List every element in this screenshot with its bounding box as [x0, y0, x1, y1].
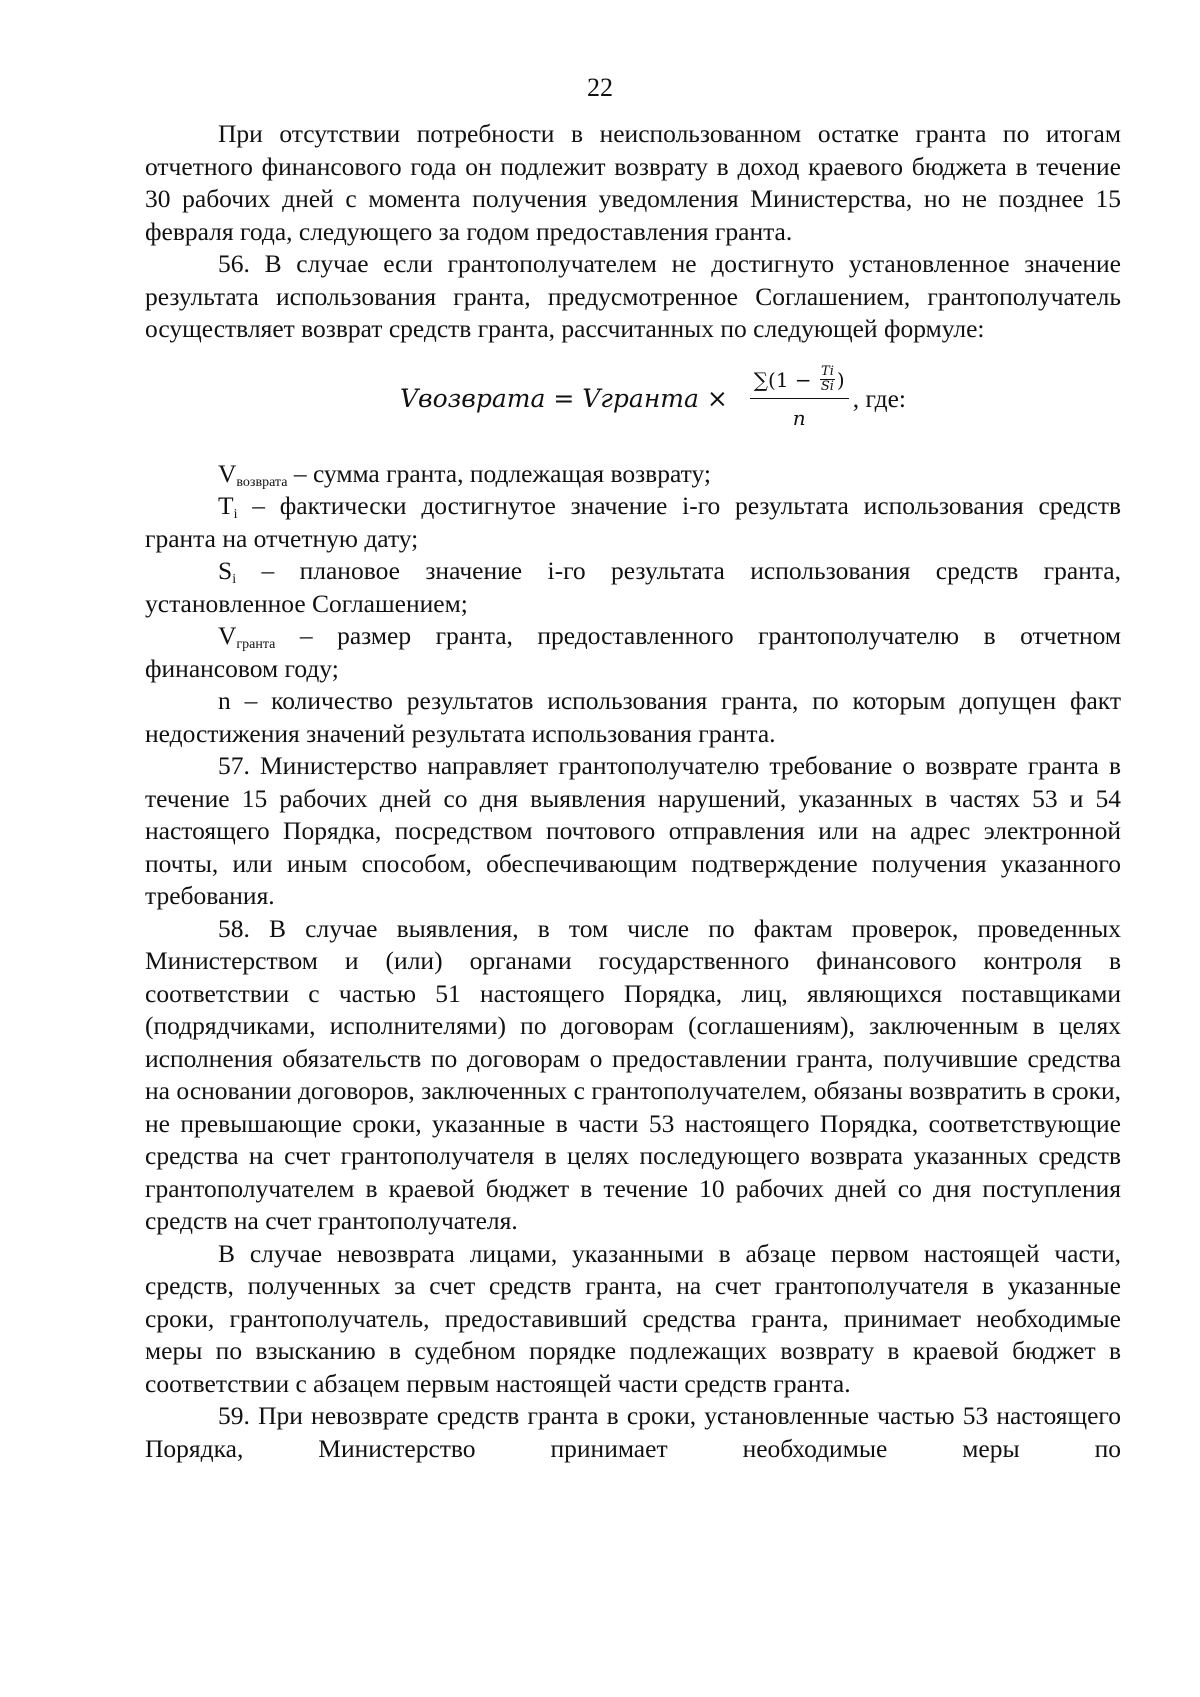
formula-fraction: [750, 364, 849, 435]
paragraph-58-second: В случае невозврата лицами, указанными в абзаце первом настоящей части, средств, полученных за счет средств гранта, на счет грантополучателя в указанные сроки, грантополучатель, предоставивший средства гранта, принимает необходимые меры по взысканию в судебном порядке подлежащих возврату в краевой бюджет в соответствии с абзацем первым настоящей части средств гранта.: [145, 1238, 1121, 1398]
def-v-granta-sub: гранта: [236, 637, 276, 652]
definition-n: n – количество результатов использования гранта, по которым допущен факт недостижения значений результата использования гранта.: [145, 686, 1121, 748]
def-ti-symbol: T: [218, 491, 234, 520]
formula-sum-suffix: ): [836, 367, 845, 392]
paragraph-56: 56. В случае если грантополучателем не достигнуто установленное значение результата использования гранта, предусмотренное Соглашением, грантополучатель осуществляет возврат средств гранта, рассчитанных по следующей формуле:: [145, 249, 1121, 343]
def-si-sub: i: [232, 572, 237, 587]
def-si-symbol: S: [218, 556, 233, 585]
formula-sum-prefix: ∑(1 −: [753, 367, 819, 392]
formula-lhs: Vвозврата: [400, 383, 546, 413]
formula-times: ×: [698, 383, 736, 413]
paragraph-refund-remainder: При отсутствии потребности в неиспользованном остатке гранта по итогам отчетного финансового года он подлежит возврату в доход краевого бюджета в течение 30 рабочих дней с момента получения уведомления Министерства, но не позднее 15 февраля года, следующего за годом предоставления гранта.: [145, 119, 1121, 246]
formula-expression: [400, 364, 906, 435]
definition-si: [145, 555, 1121, 620]
def-v-granta-text: – размер гранта, предоставленного грантополучателю в отчетном финансовом году;: [145, 621, 1121, 683]
page-number: 22: [587, 73, 613, 102]
paragraph-57: 57. Министерство направляет грантополучателю требование о возврате гранта в течение 15 рабочих дней со дня выявления нарушений, указанных в частях 53 и 54 настоящего Порядка, посредством почтового отправления или на адрес электронной почты, или иным способом, обеспечивающим подтверждение получения указанного требования.: [145, 751, 1121, 910]
def-ti-text: – фактически достигнутое значение i-го результата использования средств гранта на отчетную дату;: [145, 491, 1121, 553]
formula-numerator: [750, 364, 849, 400]
refund-formula: [145, 350, 1121, 450]
definition-v-granta: [145, 620, 1121, 685]
def-v-vozvrata-sub: возврата: [236, 474, 288, 490]
def-ti-sub: i: [233, 507, 238, 522]
paragraph-59: 59. При невозврате средств гранта в сроки, установленные частью 53 настоящего Порядка, Министерство принимает необходимые меры по: [145, 1401, 1121, 1463]
formula-si: Si: [820, 379, 834, 395]
document-body: [145, 118, 1121, 1465]
paragraph-58: 58. В случае выявления, в том числе по фактам проверок, проведенных Министерством и (или) органами государственного финансового контроля в соответствии с частью 51 настоящего Порядка, лиц, являющихся поставщиками (подрядчиками, исполнителями) по договорам (соглашениям), заключенным в целях исполнения обязательств по договорам о предоставлении гранта, получившие средства на основании договоров, заключенных с грантополучателем, обязаны возвратить в сроки, не превышающие сроки, указанные в части 53 настоящего Порядка, соответствующие средства на счет грантополучателя в целях последующего возврата указанных средств грантополучателем в краевой бюджет в течение 10 рабочих дней со дня поступления средств на счет грантополучателя.: [145, 913, 1121, 1235]
formula-denominator: n: [792, 406, 806, 430]
formula-ti-si-fraction: [820, 365, 835, 394]
def-si-text: – плановое значение i-го результата использования средств гранта, установленное Соглашением;: [145, 556, 1121, 618]
formula-equals: =: [545, 383, 583, 413]
def-v-vozvrata-text: – сумма гранта, подлежащая возврату;: [287, 458, 711, 488]
definition-v-vozvrata: [145, 458, 1121, 491]
def-v-granta-symbol: V: [218, 621, 237, 650]
formula-where: , где:: [852, 383, 907, 413]
formula-ti: Ti: [821, 364, 834, 380]
definition-ti: [145, 490, 1121, 555]
def-v-vozvrata-symbol: V: [218, 458, 237, 488]
formula-grant-var: Vгранта: [582, 383, 699, 413]
